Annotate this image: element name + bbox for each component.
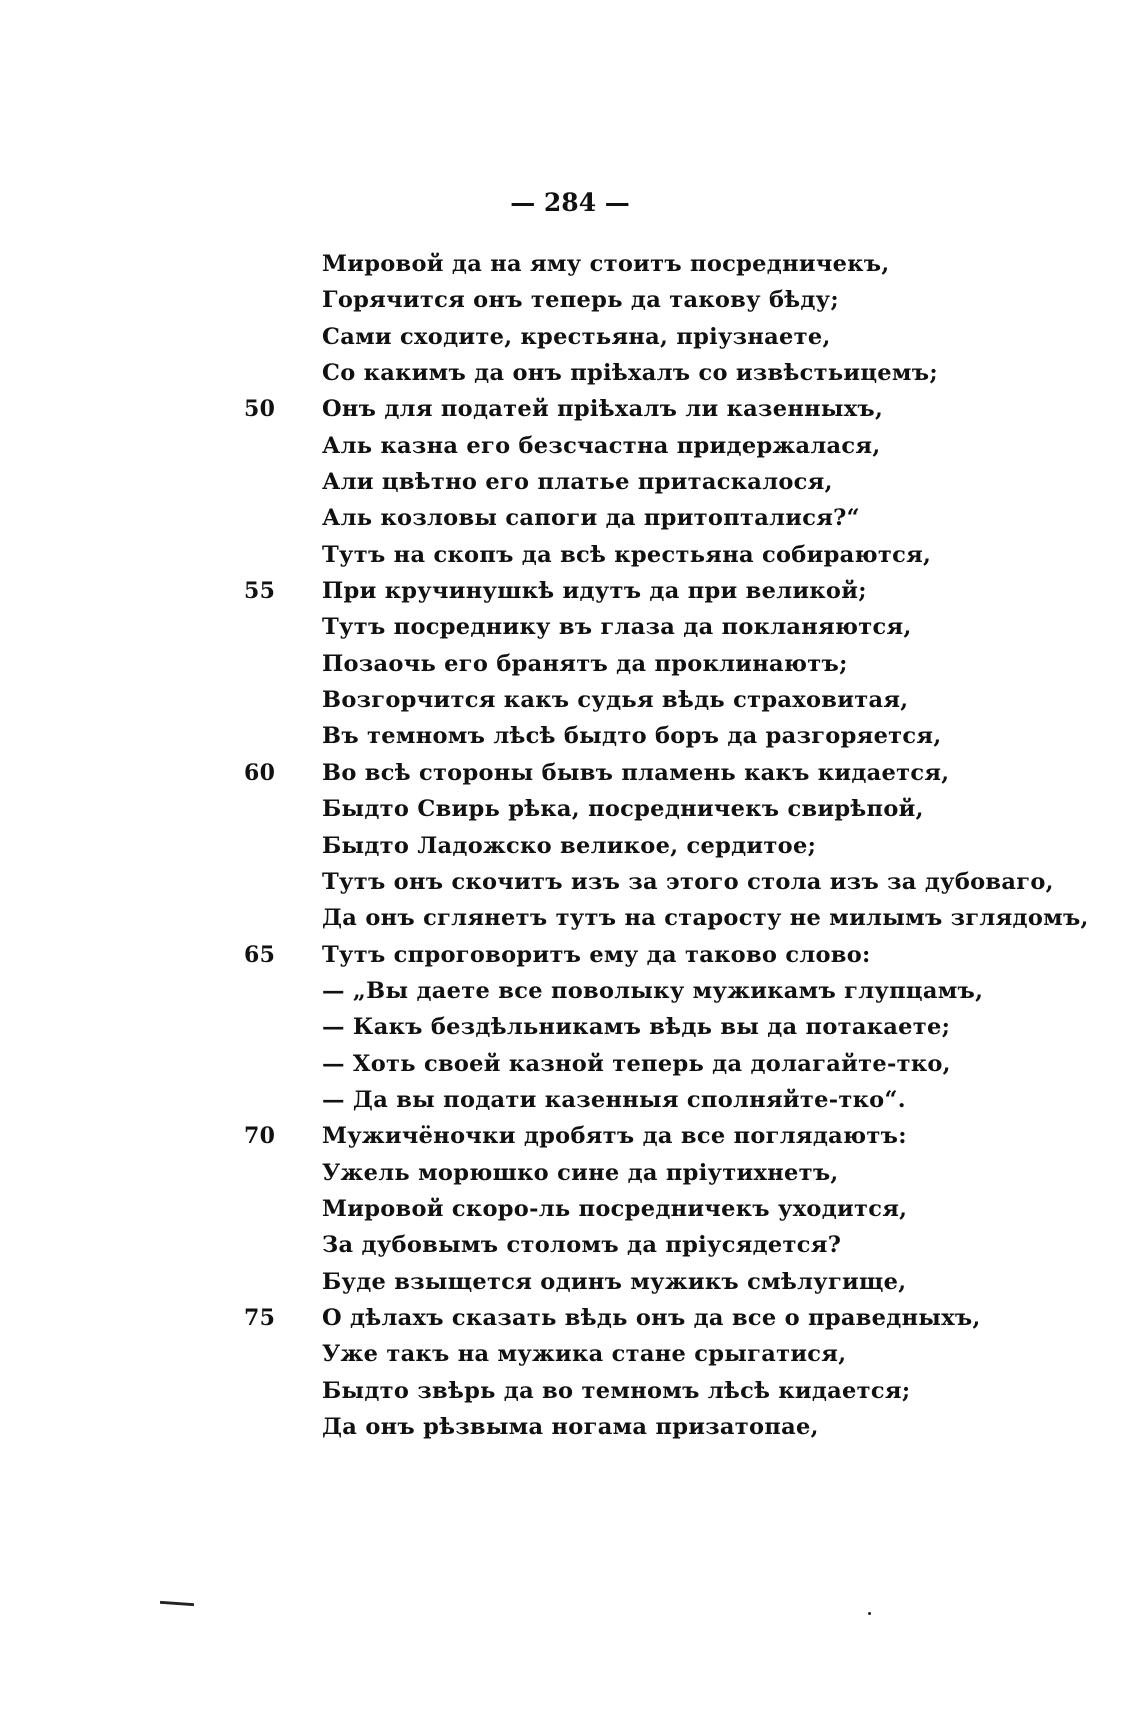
poem-line: [282, 791, 1022, 827]
poem-line: [282, 319, 1022, 355]
poem-line: [244, 1300, 1022, 1336]
poem-line: [282, 864, 1054, 900]
line-text: О дѣлахъ сказать вѣдь онъ да все о праведныхъ,: [322, 1304, 981, 1331]
poem-line: [244, 391, 1022, 427]
poem-line: [282, 1227, 1022, 1263]
poem-line: [282, 500, 1022, 536]
poem-line: [244, 937, 1022, 973]
poem-line: [282, 1191, 1022, 1227]
line-text: Въ темномъ лѣсѣ быдто боръ да разгоряется,: [322, 723, 942, 750]
line-text: Али цвѣтно его платье притаскалося,: [322, 469, 833, 496]
line-text: Со какимъ да онъ пріѣхалъ со извѣстьицемъ;: [322, 360, 938, 387]
poem-line: [282, 464, 1022, 500]
line-text: Во всѣ стороны бывъ пламень какъ кидается,: [322, 759, 950, 786]
line-number: 55: [244, 578, 276, 605]
line-text: Горячится онъ теперь да такову бѣду;: [322, 287, 839, 314]
line-number: 60: [244, 759, 276, 786]
line-number: 75: [244, 1304, 276, 1331]
line-text: Ужель морюшко сине да пріутихнетъ,: [322, 1159, 839, 1186]
line-text: Аль козловы сапоги да притопталися?“: [322, 505, 860, 532]
poem-line: [282, 428, 1022, 464]
line-text: Онъ для податей пріѣхалъ ли казенныхъ,: [322, 396, 884, 423]
line-number: 65: [244, 941, 276, 968]
poem-line: [244, 1118, 1022, 1154]
poem-line: [282, 246, 1022, 282]
line-number: 70: [244, 1123, 276, 1150]
line-text: Аль казна его безсчастна придержалася,: [322, 432, 881, 459]
line-text: Сами сходите, крестьяна, пріузнаете,: [322, 323, 831, 350]
poem-text: [244, 246, 1089, 1445]
poem-line: [282, 1373, 1022, 1409]
line-text: — „Вы даете все поволыку мужикамъ глупцамъ,: [322, 977, 984, 1004]
line-text: — Какъ бездѣльникамъ вѣдь вы да потакаете;: [322, 1014, 951, 1041]
line-text: Да онъ сглянетъ тутъ на старосту не милымъ зглядомъ,: [322, 905, 1089, 932]
line-text: Мировой да на яму стоитъ посредничекъ,: [322, 251, 890, 277]
poem-line: [282, 1336, 1022, 1372]
poem-line: [244, 573, 1022, 609]
line-text: Позаочь его бранятъ да проклинаютъ;: [322, 650, 848, 677]
poem-line: [282, 682, 1022, 718]
poem-line: [282, 355, 1022, 391]
poem-line: [282, 282, 1022, 318]
poem-line: [282, 973, 1022, 1009]
line-text: — Хоть своей казной теперь да долагайте-тко,: [322, 1050, 951, 1077]
line-text: Да онъ рѣзвыма ногама призатопае,: [322, 1414, 819, 1440]
poem-line: [282, 1409, 1022, 1445]
poem-line: [282, 1046, 1022, 1082]
line-text: За дубовымъ столомъ да пріусядется?: [322, 1232, 842, 1259]
line-text: Тутъ онъ скочитъ изъ за этого стола изъ за дубоваго,: [322, 868, 1054, 895]
poem-line: [282, 1155, 1022, 1191]
poem-line: [282, 1082, 1022, 1118]
page-number: — 284 —: [510, 188, 630, 217]
poem-line: [244, 755, 1022, 791]
poem-line: [282, 718, 1022, 754]
poem-line: [282, 609, 1022, 645]
line-text: При кручинушкѣ идутъ да при великой;: [322, 578, 867, 605]
line-text: Буде взыщется одинъ мужикъ смѣлугище,: [322, 1268, 907, 1295]
line-text: Тутъ спроговоритъ ему да таково слово:: [322, 941, 871, 968]
line-text: Быдто Ладожско великое, сердитое;: [322, 832, 817, 859]
line-text: Возгорчится какъ судья вѣдь страховитая,: [322, 687, 909, 714]
line-text: Уже такъ на мужика стане срыгатися,: [322, 1341, 847, 1368]
poem-line: [282, 828, 1022, 864]
poem-line: [282, 900, 1089, 936]
poem-line: [282, 1264, 1022, 1300]
margin-mark: [160, 1601, 194, 1606]
line-text: Быдто Свирь рѣка, посредничекъ свирѣпой,: [322, 796, 924, 823]
margin-dot: [868, 1612, 871, 1615]
line-text: Мировой скоро-ль посредничекъ уходится,: [322, 1195, 908, 1222]
line-text: Тутъ посреднику въ глаза да покланяются,: [322, 614, 912, 641]
line-text: Мужичёночки дробятъ да все поглядаютъ:: [322, 1123, 907, 1150]
poem-line: [282, 1009, 1022, 1045]
line-text: Быдто звѣрь да во темномъ лѣсѣ кидается;: [322, 1377, 911, 1404]
poem-line: [282, 537, 1022, 573]
poem-line: [282, 646, 1022, 682]
line-number: 50: [244, 396, 276, 423]
line-text: Тутъ на скопъ да всѣ крестьяна собираются,: [322, 541, 932, 568]
line-text: — Да вы подати казенныя сполняйте-тко“.: [322, 1086, 906, 1113]
